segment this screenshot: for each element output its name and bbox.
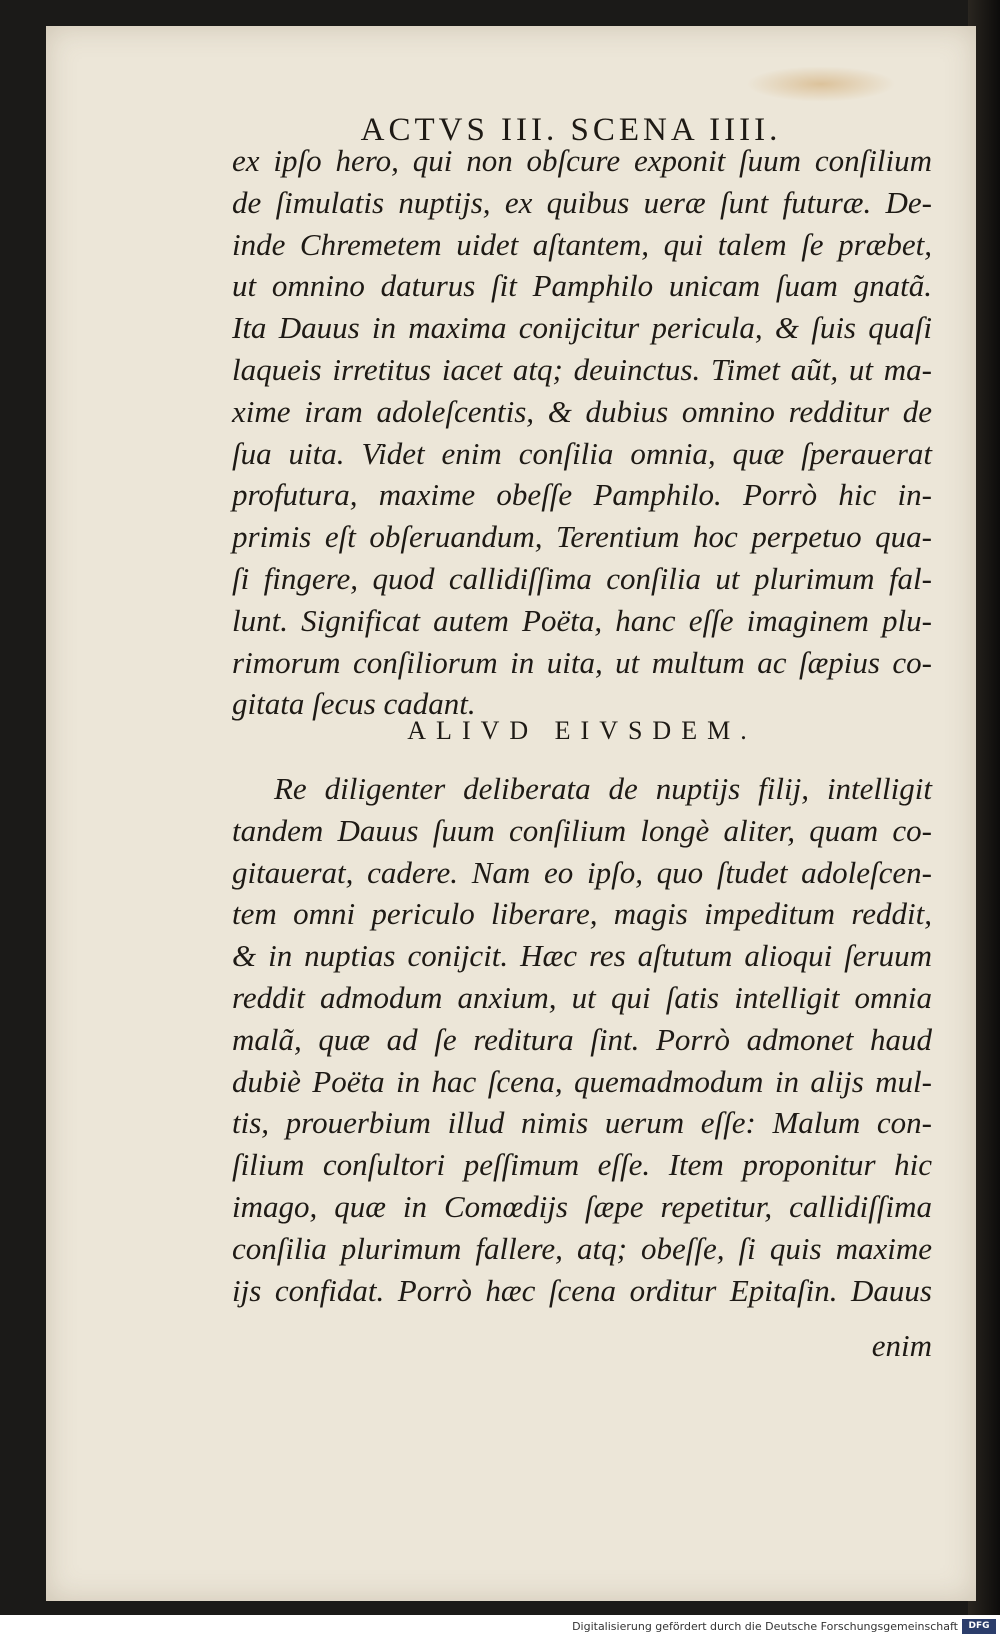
dfg-logo[interactable]: DFG bbox=[962, 1619, 996, 1634]
text-line: dubiè Poëta in hac ſcena, quemadmodum in alijs mul- bbox=[232, 1063, 932, 1099]
text-line: imago, quæ in Comœdijs ſæpe repetitur, callidiſſima bbox=[232, 1188, 932, 1224]
text-line: Re diligenter deliberata de nuptijs filij, intelligit bbox=[274, 771, 932, 806]
text-line: ſilium conſultori peſſimum eſſe. Item proponitur hic bbox=[232, 1147, 932, 1183]
text-line: primis eſt obſeruandum, Terentium hoc perpetuo qua- bbox=[232, 519, 932, 555]
catchword: enim bbox=[871, 1328, 932, 1363]
text-line: inde Chremetem uidet aſtantem, qui talem ſe præbet, bbox=[232, 226, 932, 262]
paper-stain bbox=[746, 66, 896, 102]
text-line: ut omnino daturus ſit Pamphilo unicam ſuam gnatã. bbox=[232, 268, 932, 304]
text-line: gitauerat, cadere. Nam eo ipſo, quo ſtudet adoleſcen- bbox=[232, 854, 932, 890]
text-line: malã, quæ ad ſe reditura ſint. Porrò admonet haud bbox=[232, 1021, 932, 1057]
text-line: ijs confidat. Porrò hæc ſcena orditur Epitaſin. Dauus bbox=[232, 1272, 932, 1308]
funding-credit: Digitalisierung gefördert durch die Deutsche Forschungsgemeinschaft bbox=[572, 1620, 958, 1633]
paragraph-1 bbox=[232, 140, 932, 725]
text-line: xime iram adoleſcentis, & dubius omnino redditur de bbox=[232, 393, 932, 429]
text-line: ex ipſo hero, qui non obſcure exponit ſuum conſilium bbox=[232, 143, 932, 178]
section-heading: ALIVD EIVSDEM. bbox=[407, 716, 757, 745]
text-line: reddit admodum anxium, ut qui ſatis intelligit omnia bbox=[232, 979, 932, 1015]
text-line: de ſimulatis nuptijs, ex quibus ueræ ſunt futuræ. De- bbox=[232, 184, 932, 220]
text-line: tem omni periculo liberare, magis impeditum reddit, bbox=[232, 896, 932, 932]
text-line: ſua uita. Videt enim conſilia omnia, quæ ſperauerat bbox=[232, 435, 932, 471]
text-line: profutura, maxime obeſſe Pamphilo. Porrò hic in- bbox=[232, 477, 932, 513]
text-line: tandem Dauus ſuum conſilium longè aliter, quam co- bbox=[232, 812, 932, 848]
text-line: Ita Dauus in maxima conijcitur pericula, & ſuis quaſi bbox=[232, 310, 932, 346]
text-line: laqueis irretitus iacet atq; deuinctus. Timet aũt, ut ma- bbox=[232, 351, 932, 387]
text-line: & in nuptias conijcit. Hæc res aſtutum alioqui ſeruum bbox=[232, 938, 932, 974]
text-line: gitata ſecus cadant. bbox=[232, 686, 476, 722]
running-header: ACTVS III. SCENA IIII. bbox=[360, 112, 782, 148]
text-line: lunt. Significat autem Poëta, hanc eſſe imaginem plu- bbox=[232, 602, 932, 638]
text-line: ſi fingere, quod callidiſſima conſilia ut plurimum fal- bbox=[232, 560, 932, 596]
paragraph-2 bbox=[232, 768, 932, 1311]
text-line: tis, prouerbium illud nimis uerum eſſe: Malum con- bbox=[232, 1105, 932, 1141]
footer-bar bbox=[0, 1616, 1000, 1639]
text-line: rimorum conſiliorum in uita, ut multum ac ſæpius co- bbox=[232, 644, 932, 680]
text-line: conſilia plurimum fallere, atq; obeſſe, ſi quis maxime bbox=[232, 1230, 932, 1266]
